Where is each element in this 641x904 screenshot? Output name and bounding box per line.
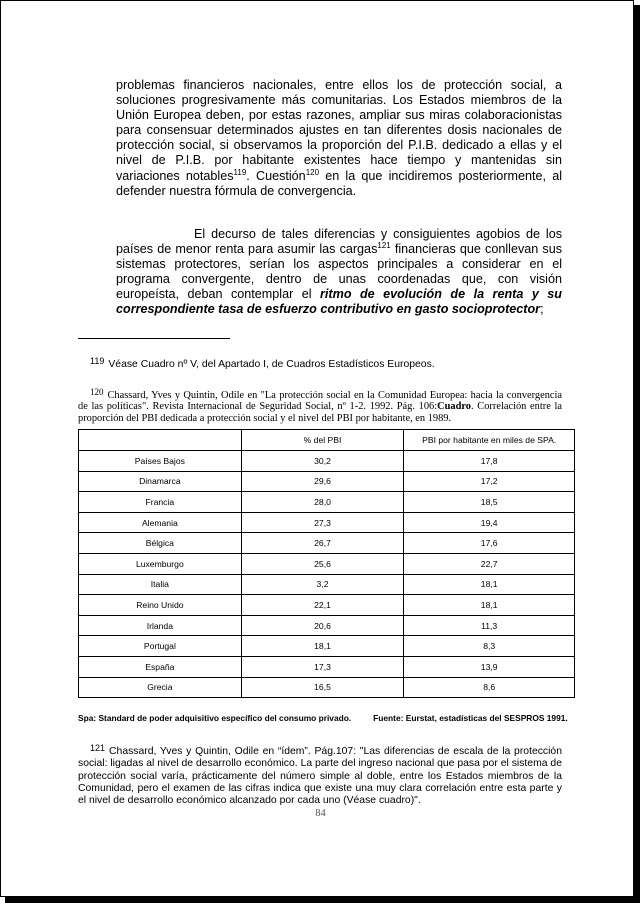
page-shadow bbox=[5, 897, 640, 903]
table-row bbox=[79, 533, 575, 554]
footnote-number: 119 bbox=[90, 356, 105, 366]
footnote-separator bbox=[78, 338, 230, 339]
body-paragraph-1 bbox=[116, 78, 562, 199]
gdp-per-capita-cell: 11,3 bbox=[404, 615, 575, 636]
country-cell: Países Bajos bbox=[79, 451, 242, 472]
gdp-share-cell: 26,7 bbox=[241, 533, 404, 554]
gdp-share-cell: 29,6 bbox=[241, 471, 404, 492]
gdp-share-cell: 16,5 bbox=[241, 677, 404, 698]
table-row bbox=[79, 492, 575, 513]
table-header-cell: PBI por habitante en miles de SPA. bbox=[404, 430, 575, 451]
paragraph-text: financieras que conllevan sus sistemas protectores, serían los aspectos principales a considerar en el programa convergente, dentro de unas coordenadas que, con visión europeísta, deban contemplar el bbox=[116, 242, 563, 302]
table-row bbox=[79, 471, 575, 492]
spa-definition: Spa: Standard de poder adquisitivo específico del consumo privado. bbox=[78, 713, 352, 723]
gdp-per-capita-cell: 18,1 bbox=[404, 574, 575, 595]
paragraph-text: problemas financieros nacionales, entre ellos los de protección social, a soluciones progresivamente más comunitarias. Los Estados miembros de la Unión Europea deben, por estas razones, ampliar sus miras colaboracionistas para consensuar determinados ajustes en tan diferentes dosis nacionales de protección social, si observamos la proporción del P.I.B. dedicado a ellas y el nivel de P.I.B. por habitante existentes hace tiempo y mantenidas sin variaciones notables bbox=[116, 78, 562, 183]
country-cell: Bélgica bbox=[79, 533, 242, 554]
gdp-share-cell: 18,1 bbox=[241, 636, 404, 657]
source-citation: Fuente: Eurstat, estadísticas del SESPROS 1991. bbox=[373, 713, 568, 723]
gdp-share-cell: 28,0 bbox=[241, 492, 404, 513]
paragraph-text: El decurso de tales diferencias y consiguientes agobios de los países de menor renta para asumir las cargas bbox=[116, 227, 562, 257]
footnote-120 bbox=[78, 387, 562, 424]
table-row bbox=[79, 574, 575, 595]
country-cell: Luxemburgo bbox=[79, 553, 242, 574]
country-cell: Francia bbox=[79, 492, 242, 513]
table-row bbox=[79, 553, 575, 574]
gdp-per-capita-cell: 13,9 bbox=[404, 656, 575, 677]
footnote-text: Véase Cuadro nº V, del Apartado I, de Cuadros Estadísticos Europeos. bbox=[108, 359, 435, 370]
gdp-share-cell: 30,2 bbox=[241, 451, 404, 472]
footnote-number: 120 bbox=[90, 387, 104, 397]
table-row bbox=[79, 451, 575, 472]
table-row bbox=[79, 512, 575, 533]
gdp-per-capita-cell: 17,8 bbox=[404, 451, 575, 472]
country-cell: Reino Unido bbox=[79, 595, 242, 616]
footnote-ref-120[interactable]: 120 bbox=[305, 167, 320, 177]
table-row bbox=[79, 615, 575, 636]
gdp-share-cell: 20,6 bbox=[241, 615, 404, 636]
country-cell: Irlanda bbox=[79, 615, 242, 636]
footnote-ref-121[interactable]: 121 bbox=[377, 241, 391, 251]
table-row bbox=[79, 595, 575, 616]
country-cell: Italia bbox=[79, 574, 242, 595]
footnote-bold-text: Cuadro bbox=[437, 401, 472, 413]
footnote-text: Chassard, Yves y Quintin, Odile en "La protección social en la Comunidad Europea: hacia la convergencia de las políticas". Revista Internacional de Seguridad Social, nº 1-2. 1992. Pág. 106: bbox=[78, 390, 562, 413]
data-table bbox=[78, 429, 575, 698]
country-cell: Alemania bbox=[79, 512, 242, 533]
footnote-text: . Correlación entre la proporción del PBI dedicada a protección social y el nivel del PBI por habitante, en 1989. bbox=[78, 401, 563, 424]
footnote-text: Chassard, Yves y Quintin, Odile en “ídem”. Pág.107: "Las diferencias de escala de la protección social: ligadas al nivel de desarrollo económico. La parte del ingreso nacional que pasa por el sistema de protección social varía, prácticamente del número simple al doble, entre los Estados miembros de la Comunidad, pero el examen de las cifras indica que existe una muy clara correlación entre esta parte y el nivel de desarrollo económico alcanzado por cada uno (Véase cuadro)". bbox=[78, 746, 562, 807]
country-cell: Dinamarca bbox=[79, 471, 242, 492]
paragraph-text: ; bbox=[540, 302, 544, 317]
table-source-note bbox=[78, 713, 575, 723]
country-cell: España bbox=[79, 656, 242, 677]
gdp-per-capita-cell: 17,6 bbox=[404, 533, 575, 554]
gdp-share-cell: 3,2 bbox=[241, 574, 404, 595]
body-paragraph-2 bbox=[116, 227, 562, 318]
table-row bbox=[79, 656, 575, 677]
footnote-number: 121 bbox=[90, 743, 106, 753]
footnote-119 bbox=[78, 355, 562, 371]
page-number: 84 bbox=[315, 808, 326, 819]
country-cell: Grecia bbox=[79, 677, 242, 698]
gdp-per-capita-cell: 8,6 bbox=[404, 677, 575, 698]
gdp-per-capita-cell: 8,3 bbox=[404, 636, 575, 657]
gdp-share-cell: 25,6 bbox=[241, 553, 404, 574]
table-header-cell bbox=[79, 430, 242, 451]
table-row bbox=[79, 677, 575, 698]
table-header-cell: % del PBI bbox=[241, 430, 404, 451]
table-header-row bbox=[79, 430, 575, 451]
gdp-per-capita-cell: 17,2 bbox=[404, 471, 575, 492]
footnote-121 bbox=[78, 742, 562, 807]
gdp-share-cell: 22,1 bbox=[241, 595, 404, 616]
gdp-share-cell: 27,3 bbox=[241, 512, 404, 533]
gdp-per-capita-cell: 18,1 bbox=[404, 595, 575, 616]
footnote-ref-119[interactable]: 119 bbox=[233, 167, 247, 177]
paragraph-text: . Cuestión bbox=[246, 168, 306, 183]
country-cell: Portugal bbox=[79, 636, 242, 657]
gdp-share-cell: 17,3 bbox=[241, 656, 404, 677]
paragraph-text: en la que incidiremos posteriormente, al defender nuestra fórmula de convergencia. bbox=[116, 168, 562, 198]
page-shadow bbox=[634, 5, 640, 902]
emphasis-text: ritmo de evolución de la renta y su correspondiente tasa de esfuerzo contributivo en gasto socioprotector bbox=[116, 287, 562, 317]
gdp-per-capita-cell: 19,4 bbox=[404, 512, 575, 533]
gdp-per-capita-cell: 18,5 bbox=[404, 492, 575, 513]
gdp-per-capita-cell: 22,7 bbox=[404, 553, 575, 574]
table-row bbox=[79, 636, 575, 657]
